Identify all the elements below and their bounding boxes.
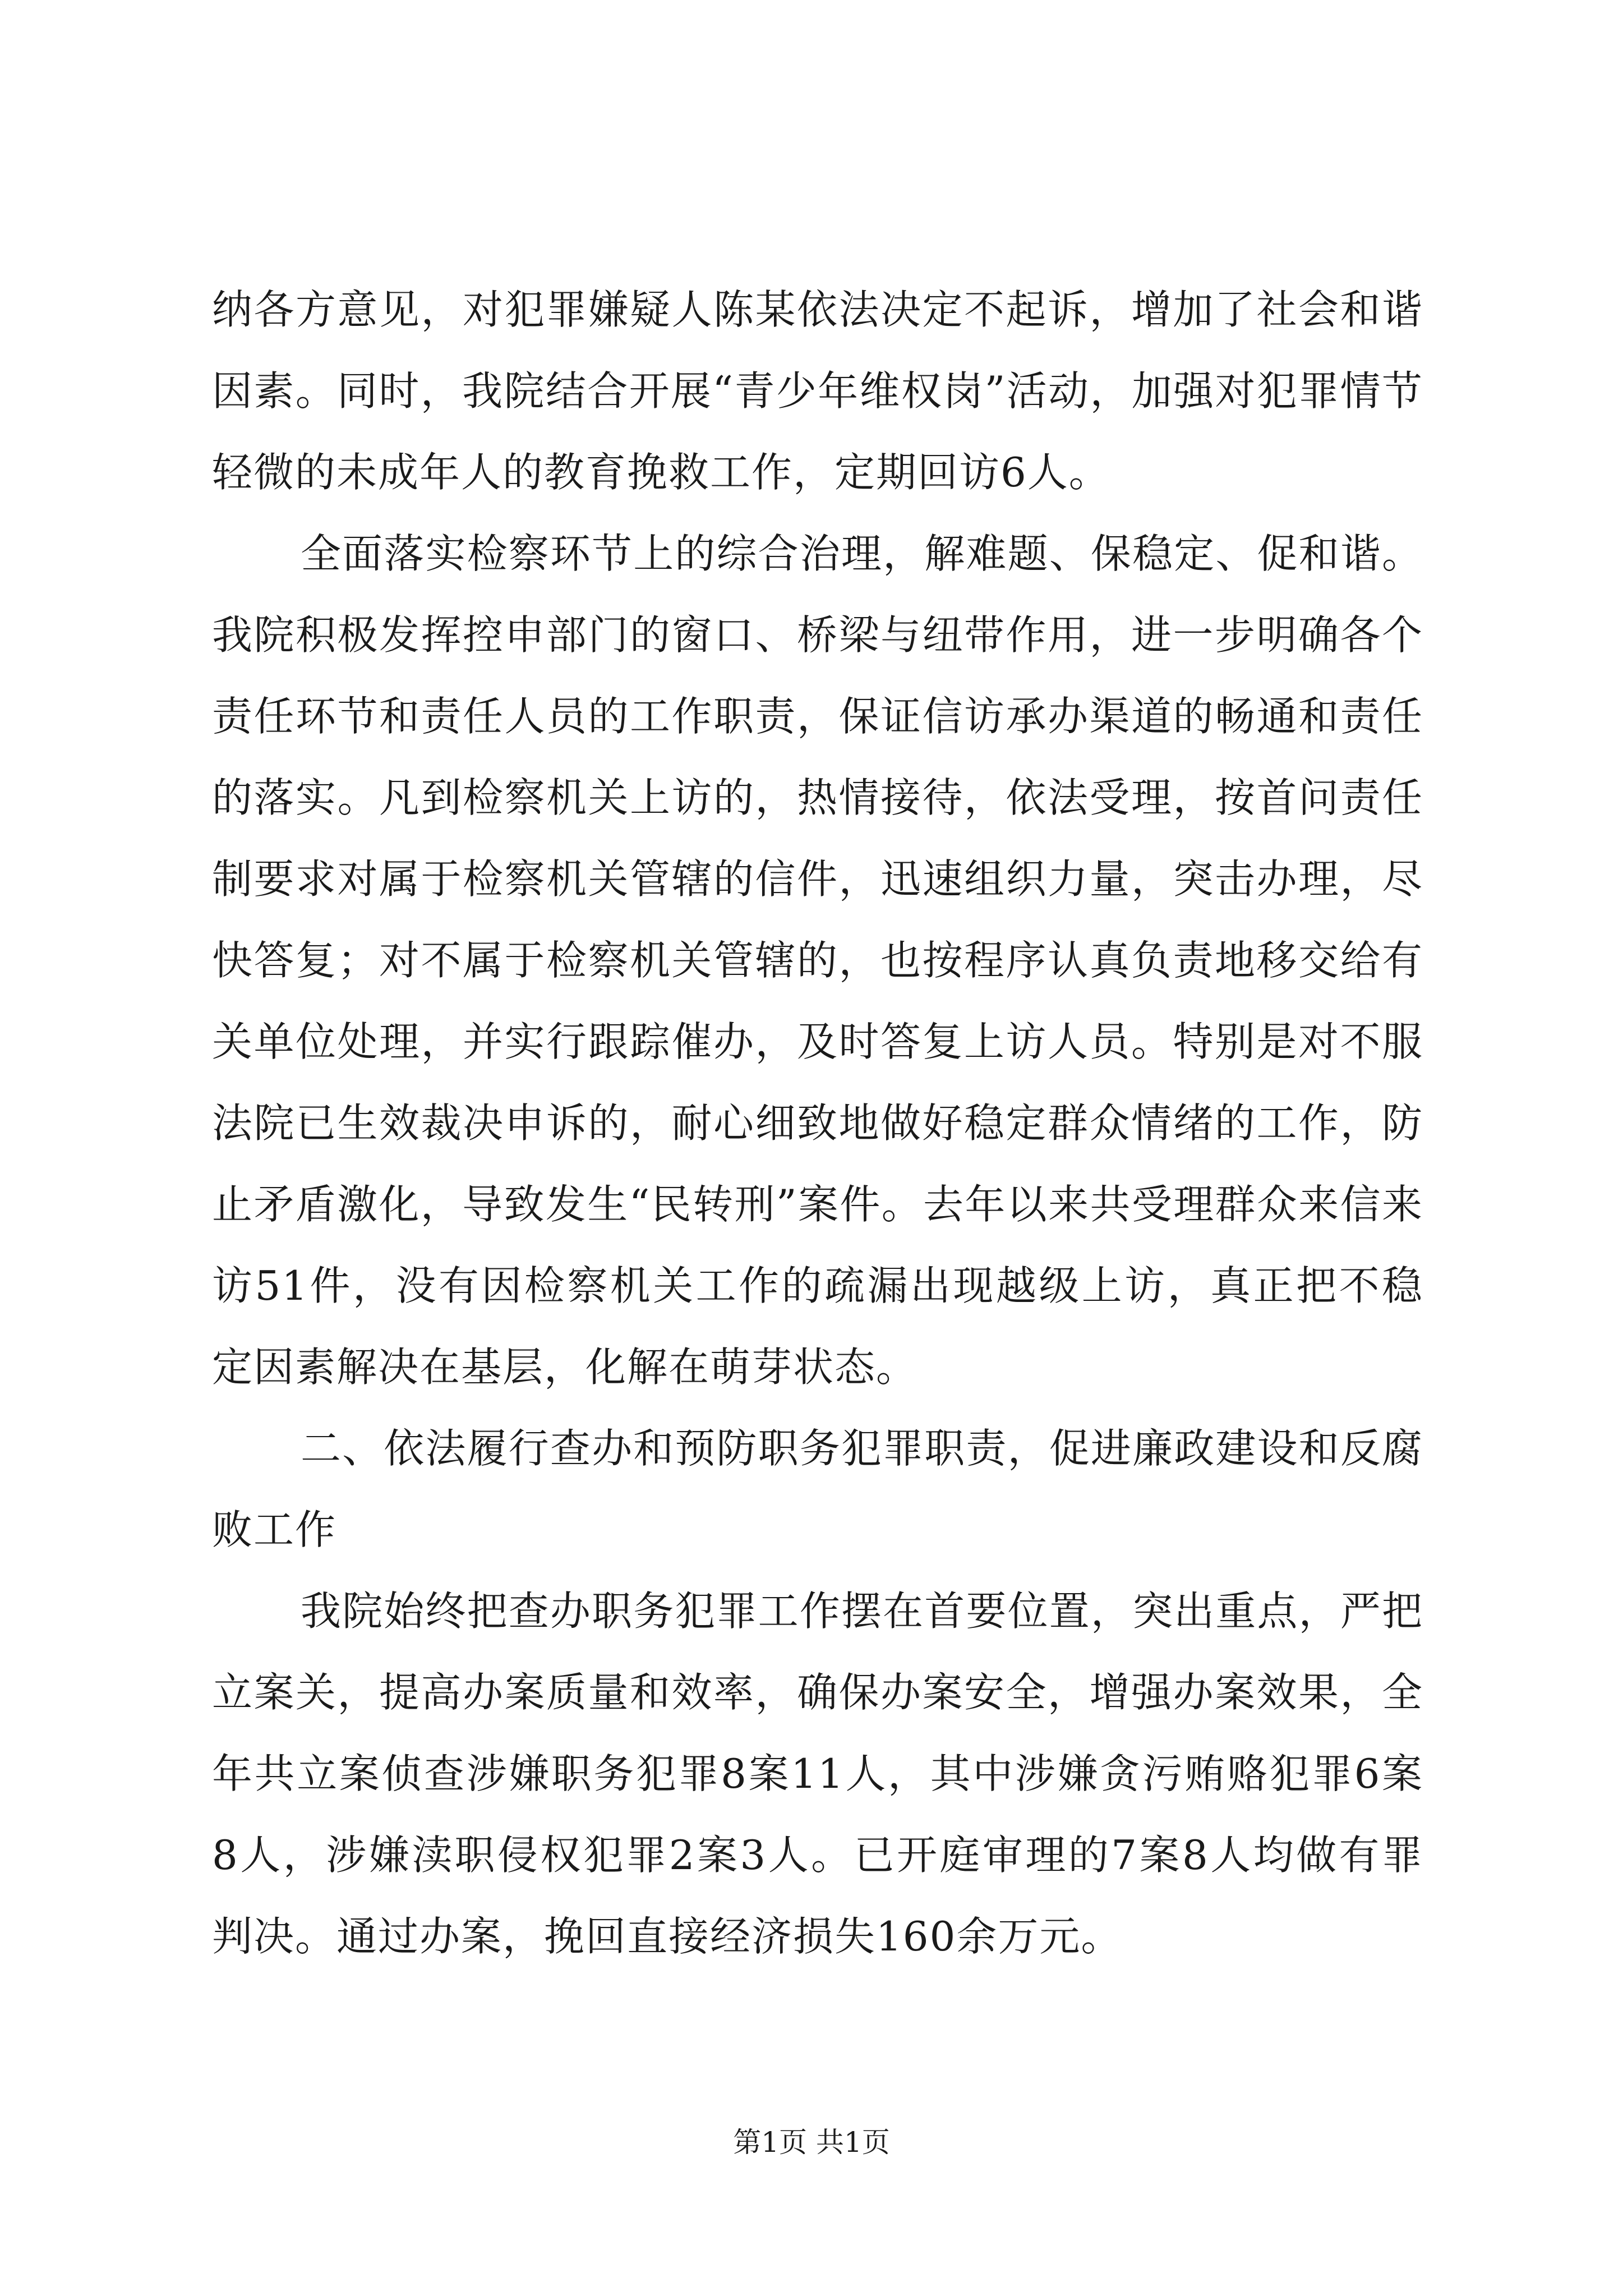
section-heading-two: 二、依法履行查办和预防职务犯罪职责，促进廉政建设和反腐败工作 [212, 1425, 1423, 1553]
paragraph-comprehensive-governance: 全面落实检察环节上的综合治理，解难题、保稳定、促和谐。我院积极发挥控申部门的窗口、桥梁与纽带作用，进一步明确各个责任环节和责任人员的工作职责，保证信访承办渠道的畅通和责任的落实。凡到检察机关上访的，热情接待，依法受理，按首问责任制要求对属于检察机关管辖的信件，迅速组织力量，突击办理，尽快答复；对不属于检察机关管辖的，也按程序认真负责地移交给有关单位处理，并实行跟踪催办，及时答复上访人员。特别是对不服法院已生效裁决申诉的，耐心细致地做好稳定群众情绪的工作，防止矛盾激化，导致发生“民转刑”案件。去年以来共受理群众来信来访51件，没有因检察机关工作的疏漏出现越级上访，真正把不稳定因素解决在基层，化解在萌芽状态。 [212, 530, 1423, 1391]
paragraph-investigation: 我院始终把查办职务犯罪工作摆在首要位置，突出重点，严把立案关，提高办案质量和效率，确保办案安全，增强办案效果，全年共立案侦查涉嫌职务犯罪8案11人，其中涉嫌贪污贿赂犯罪6案8人，涉嫌渎职侵权犯罪2案3人。已开庭审理的7案8人均做有罪判决。通过办案，挽回直接经济损失160余万元。 [212, 1588, 1423, 1960]
page-footer: 第1页 共1页 [733, 2126, 890, 2159]
document-body [212, 269, 1423, 1977]
paragraph-continuation: 纳各方意见，对犯罪嫌疑人陈某依法决定不起诉，增加了社会和谐因素。同时，我院结合开展“青少年维权岗”活动，加强对犯罪情节轻微的未成年人的教育挽救工作，定期回访6人。 [212, 286, 1423, 496]
